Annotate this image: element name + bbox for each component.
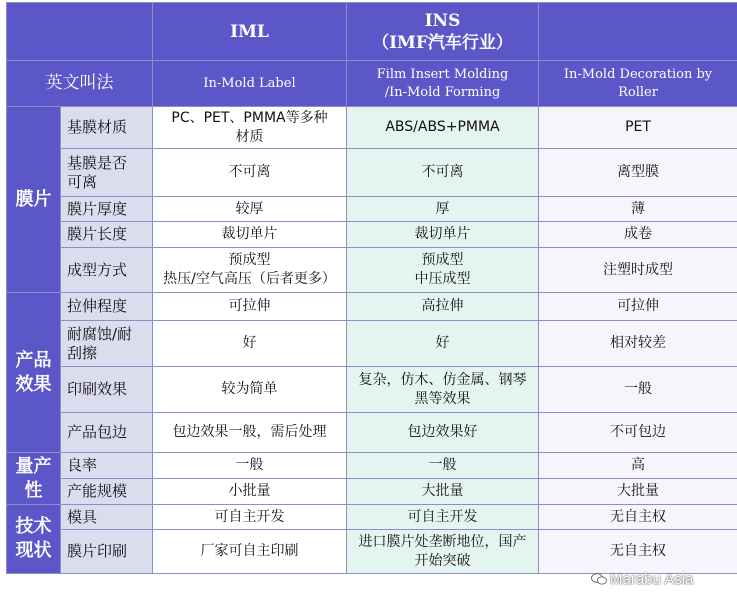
ins-subtitle: （IMF汽车行业） xyxy=(372,32,513,53)
row-label: 膜片印刷 xyxy=(61,530,153,574)
english-name-label: 英文叫法 xyxy=(7,61,153,107)
ins-cell: 复杂，仿木、仿金属、钢琴 黑等效果 xyxy=(347,367,539,413)
table-row xyxy=(7,197,737,222)
ins-cell: 裁切单片 xyxy=(347,222,539,248)
imr-cell: PET xyxy=(539,107,737,149)
imr-cell: 一般 xyxy=(539,367,737,413)
iml-cell: 可自主开发 xyxy=(153,505,347,530)
comparison-table xyxy=(6,2,737,574)
table-row xyxy=(7,222,737,248)
ins-cell: 一般 xyxy=(347,453,539,479)
iml-cell: 不可离 xyxy=(153,149,347,197)
imr-cell: 无自主权 xyxy=(539,530,737,574)
row-label: 膜片厚度 xyxy=(61,197,153,222)
header-imr xyxy=(539,3,737,61)
row-label: 产品包边 xyxy=(61,413,153,453)
header-iml xyxy=(153,3,347,61)
row-label: 基膜是否 可离 xyxy=(61,149,153,197)
table-row xyxy=(7,530,737,574)
table-row xyxy=(7,107,737,149)
iml-cell: 较为简单 xyxy=(153,367,347,413)
ins-cell: 厚 xyxy=(347,197,539,222)
english-name-row xyxy=(7,61,737,107)
imr-cell: 成卷 xyxy=(539,222,737,248)
iml-cell: 厂家可自主印刷 xyxy=(153,530,347,574)
iml-cell: 预成型 热压/空气高压（后者更多） xyxy=(153,248,347,293)
imr-cell: 无自主权 xyxy=(539,505,737,530)
row-label: 成型方式 xyxy=(61,248,153,293)
iml-cell: 包边效果一般，需后处理 xyxy=(153,413,347,453)
category-effect: 产品 效果 xyxy=(7,293,61,453)
header-top-left xyxy=(7,3,153,61)
table-row xyxy=(7,479,737,505)
iml-cell: 好 xyxy=(153,321,347,367)
wechat-icon xyxy=(591,573,607,585)
category-tech: 技术 现状 xyxy=(7,505,61,574)
imr-cell: 薄 xyxy=(539,197,737,222)
row-label: 印刷效果 xyxy=(61,367,153,413)
ins-cell: 大批量 xyxy=(347,479,539,505)
category-film: 膜片 xyxy=(7,107,61,293)
row-label: 膜片长度 xyxy=(61,222,153,248)
category-volume: 量产 性 xyxy=(7,453,61,505)
imr-cell: 高 xyxy=(539,453,737,479)
iml-cell: 一般 xyxy=(153,453,347,479)
imr-cell: 相对较差 xyxy=(539,321,737,367)
watermark xyxy=(591,571,693,588)
row-label: 基膜材质 xyxy=(61,107,153,149)
ins-cell: 进口膜片处垄断地位，国产 开始突破 xyxy=(347,530,539,574)
iml-cell: 裁切单片 xyxy=(153,222,347,248)
row-label: 模具 xyxy=(61,505,153,530)
ins-english-name: Film Insert Molding /In-Mold Forming xyxy=(347,61,539,107)
imr-cell: 注塑时成型 xyxy=(539,248,737,293)
table-row xyxy=(7,505,737,530)
table-row xyxy=(7,453,737,479)
watermark-text: Marabu Asia xyxy=(610,571,694,588)
ins-title: INS xyxy=(424,10,461,31)
ins-cell: 好 xyxy=(347,321,539,367)
iml-cell: 小批量 xyxy=(153,479,347,505)
table-row xyxy=(7,321,737,367)
table-row xyxy=(7,149,737,197)
header-row xyxy=(7,3,737,61)
imr-cell: 大批量 xyxy=(539,479,737,505)
iml-cell: 可拉伸 xyxy=(153,293,347,321)
ins-cell: 可自主开发 xyxy=(347,505,539,530)
header-ins xyxy=(347,3,539,61)
imr-cell: 可拉伸 xyxy=(539,293,737,321)
row-label: 良率 xyxy=(61,453,153,479)
iml-cell: 较厚 xyxy=(153,197,347,222)
ins-cell: 预成型 中压成型 xyxy=(347,248,539,293)
ins-cell: 高拉伸 xyxy=(347,293,539,321)
imr-cell: 离型膜 xyxy=(539,149,737,197)
table-row xyxy=(7,367,737,413)
row-label: 拉伸程度 xyxy=(61,293,153,321)
table-row xyxy=(7,413,737,453)
row-label: 耐腐蚀/耐 刮擦 xyxy=(61,321,153,367)
ins-cell: 不可离 xyxy=(347,149,539,197)
row-label: 产能规模 xyxy=(61,479,153,505)
iml-title: IML xyxy=(230,21,269,42)
ins-cell: ABS/ABS+PMMA xyxy=(347,107,539,149)
iml-english-name: In-Mold Label xyxy=(153,61,347,107)
imr-cell: 不可包边 xyxy=(539,413,737,453)
table-row xyxy=(7,293,737,321)
table-row xyxy=(7,248,737,293)
imr-english-name: In-Mold Decoration by Roller xyxy=(539,61,737,107)
ins-cell: 包边效果好 xyxy=(347,413,539,453)
iml-cell: PC、PET、PMMA等多种 材质 xyxy=(153,107,347,149)
